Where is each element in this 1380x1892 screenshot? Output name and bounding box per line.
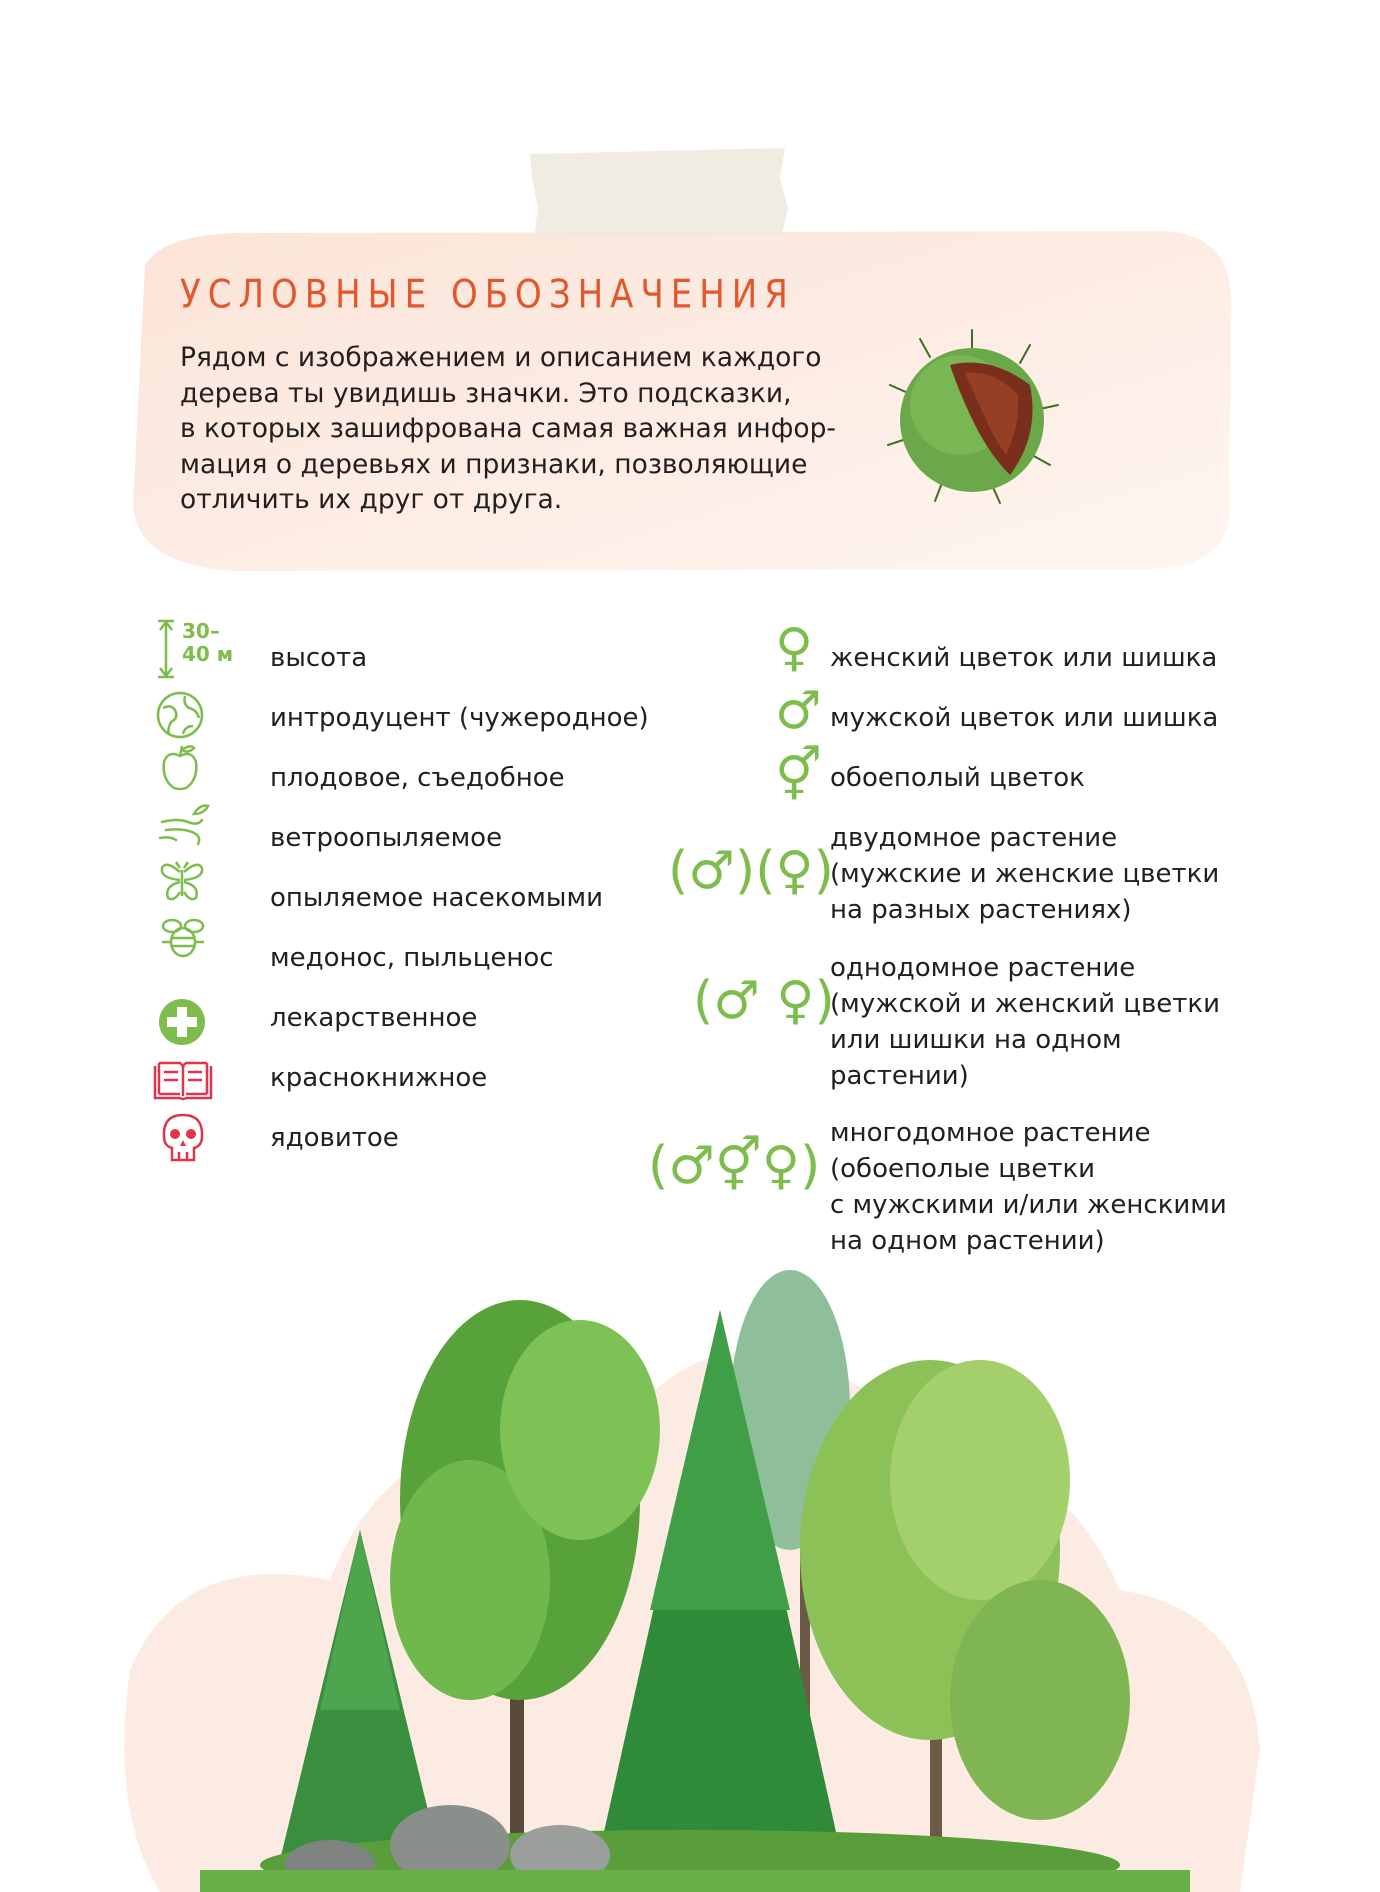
globe-icon (155, 690, 205, 740)
chestnut-illustration (880, 325, 1065, 510)
legend-item-label: ядовитое (270, 1123, 399, 1153)
skull-icon (160, 1112, 206, 1164)
legend-item-label: мужской цветок или шишка (830, 703, 1219, 733)
apple-icon (160, 742, 200, 792)
forest-illustration (0, 1250, 1380, 1892)
legend-item-label: ветроопыляемое (270, 823, 503, 853)
legend-item-height (270, 640, 690, 684)
bee-icon (160, 912, 206, 960)
butterfly-icon (158, 858, 206, 904)
monoecious-icon: (♂ ♀) (693, 971, 835, 1031)
legend-item-polygamous (830, 1115, 1260, 1256)
legend-item-label: интродуцент (чужеродное) (270, 703, 649, 733)
legend-item-dioecious (830, 820, 1260, 925)
height-icon-top: 30– (182, 619, 220, 643)
male-symbol-icon: ♂ (775, 681, 822, 741)
legend-item-female (830, 640, 1260, 684)
legend-title: УСЛОВНЫЕ ОБОЗНАЧЕНИЯ (180, 272, 795, 318)
legend-item-wind-pollinated (270, 820, 690, 864)
legend-item-label: двудомное растение (мужские и женские цветки на разных растениях) (830, 823, 1220, 925)
polygamous-icon: (♂⚥♀) (648, 1136, 821, 1196)
legend-item-bisexual (830, 760, 1260, 804)
legend-item-label: краснокнижное (270, 1063, 488, 1093)
red-book-icon (152, 1060, 214, 1102)
legend-item-label: медонос, пыльценос (270, 943, 554, 973)
legend-item-label: опыляемое насекомыми (270, 883, 603, 913)
legend-item-male (830, 700, 1260, 744)
legend-item-label: высота (270, 643, 368, 673)
legend-item-insect-pollinated (270, 880, 690, 924)
legend-item-label: однодомное растение (мужской и женский цветки или шишки на одном растении) (830, 953, 1221, 1091)
legend-item-red-book (270, 1060, 690, 1104)
legend-intro-text: Рядом с изображением и описанием каждого дерева ты увидишь значки. Это подсказки, в которых зашифрована самая важная инфор- мация о деревьях и признаки, позволяющие отличить их друг от друга. (180, 342, 836, 515)
legend-item-poisonous (270, 1120, 690, 1164)
legend-item-label: плодовое, съедобное (270, 763, 565, 793)
dioecious-icon: (♂)(♀) (668, 841, 834, 901)
legend-item-monoecious (830, 950, 1260, 1091)
wind-icon (158, 800, 210, 848)
legend-item-medicinal (270, 1000, 690, 1044)
bisexual-symbol-icon: ⚥ (775, 746, 822, 806)
legend-item-label: женский цветок или шишка (830, 643, 1218, 673)
legend-item-label: обоеполый цветок (830, 763, 1085, 793)
female-symbol-icon: ♀ (775, 618, 814, 678)
legend-item-introduced (270, 700, 690, 744)
legend-item-label: лекарственное (270, 1003, 478, 1033)
legend-item-honey-plant (270, 940, 690, 984)
legend-item-label: многодомное растение (обоеполые цветки с мужскими и/или женскими на одном растении) (830, 1118, 1227, 1256)
medical-cross-icon (157, 997, 207, 1047)
legend-item-fruit (270, 760, 690, 804)
tape-decoration (530, 148, 790, 238)
height-icon-bottom: 40 м (182, 642, 234, 666)
